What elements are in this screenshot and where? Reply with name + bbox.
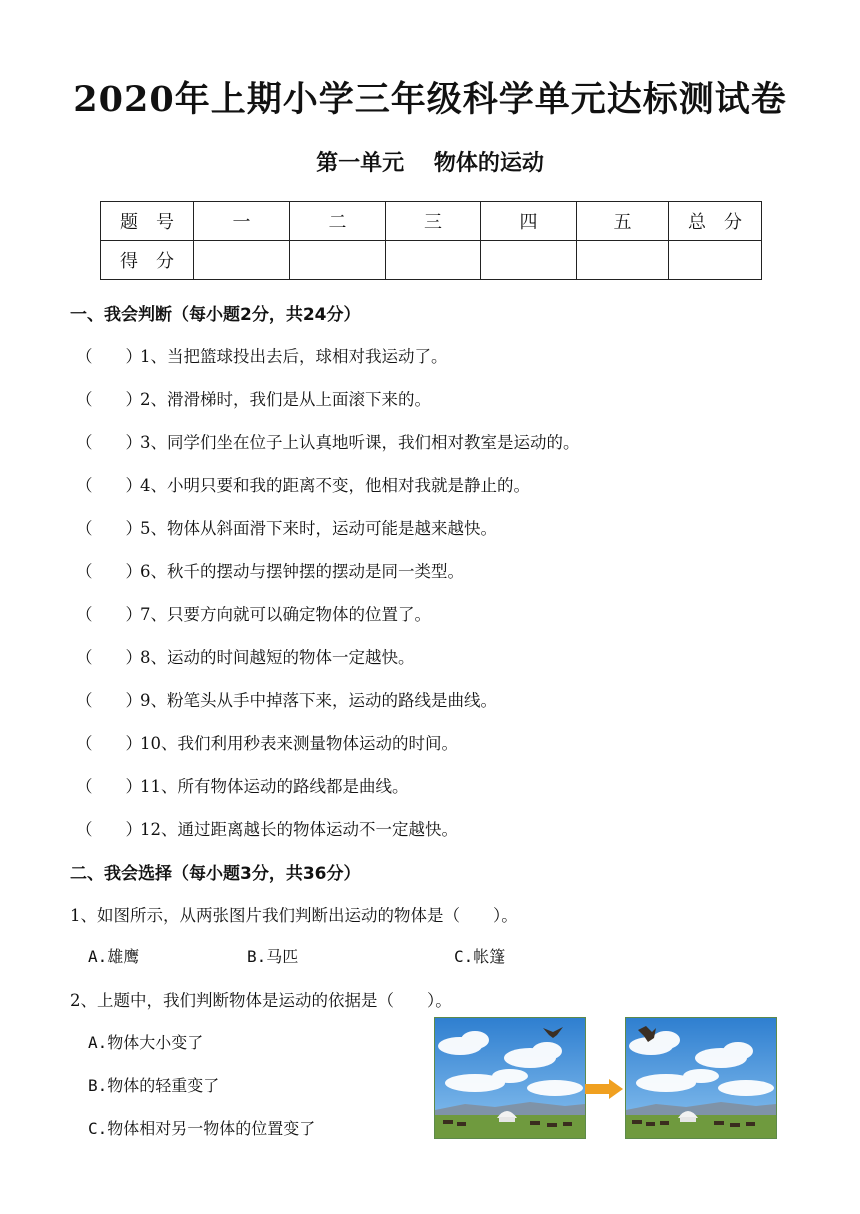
score-table-header-row bbox=[101, 202, 762, 241]
arrow-icon bbox=[585, 1079, 623, 1103]
answer-blank[interactable]: （ ） bbox=[76, 433, 142, 452]
score-header-cell: 四 bbox=[481, 202, 577, 241]
answer-blank[interactable]: （ ） bbox=[76, 648, 142, 667]
answer-blank[interactable]: （ ） bbox=[76, 390, 142, 409]
judge-question bbox=[76, 386, 431, 410]
question-text: 12、通过距离越长的物体运动不一定越快。 bbox=[140, 820, 458, 839]
judge-question bbox=[76, 515, 497, 539]
score-cell[interactable] bbox=[481, 241, 577, 280]
question-text: 3、同学们坐在位子上认真地听课，我们相对教室是运动的。 bbox=[140, 433, 580, 452]
page-title: 2020年上期小学三年级科学单元达标测试卷 bbox=[73, 79, 787, 120]
option-a[interactable]: A.物体大小变了 bbox=[88, 1033, 204, 1052]
score-table-score-row bbox=[101, 241, 762, 280]
answer-blank[interactable]: （ ） bbox=[76, 519, 142, 538]
judge-question bbox=[76, 472, 530, 496]
score-row-label: 得 分 bbox=[101, 241, 194, 280]
score-cell[interactable] bbox=[386, 241, 481, 280]
score-cell[interactable] bbox=[290, 241, 386, 280]
option-b[interactable]: B.马匹 bbox=[247, 947, 299, 966]
answer-blank[interactable]: （ ） bbox=[76, 476, 142, 495]
unit-subtitle: 第一单元 物体的运动 bbox=[316, 151, 544, 176]
section1-heading: 一、我会判断（每小题2分，共24分） bbox=[70, 305, 361, 325]
answer-blank[interactable]: （ ） bbox=[76, 347, 142, 366]
question-text: 5、物体从斜面滑下来时，运动可能是越来越快。 bbox=[140, 519, 497, 538]
answer-blank[interactable]: （ ） bbox=[76, 691, 142, 710]
judge-question bbox=[76, 687, 497, 711]
option-c[interactable]: C.物体相对另一物体的位置变了 bbox=[88, 1119, 316, 1138]
option-a[interactable]: A.雄鹰 bbox=[88, 947, 140, 966]
score-header-cell: 总 分 bbox=[669, 202, 762, 241]
question-text: 7、只要方向就可以确定物体的位置了。 bbox=[140, 605, 431, 624]
answer-blank[interactable]: （ ） bbox=[76, 605, 142, 624]
question-text: 11、所有物体运动的路线都是曲线。 bbox=[140, 777, 409, 796]
section2-heading: 二、我会选择（每小题3分，共36分） bbox=[70, 864, 361, 884]
score-cell[interactable] bbox=[194, 241, 290, 280]
judge-question bbox=[76, 343, 448, 367]
judge-question bbox=[76, 429, 580, 453]
question-text: 6、秋千的摆动与摆钟摆的摆动是同一类型。 bbox=[140, 562, 464, 581]
score-cell[interactable] bbox=[577, 241, 669, 280]
score-header-cell: 题 号 bbox=[101, 202, 194, 241]
choice-question-2: 2、上题中，我们判断物体是运动的依据是（ ）。 bbox=[70, 991, 452, 1010]
score-table bbox=[100, 201, 762, 280]
answer-blank[interactable]: （ ） bbox=[76, 562, 142, 581]
judge-question bbox=[76, 644, 415, 668]
question-text: 4、小明只要和我的距离不变，他相对我就是静止的。 bbox=[140, 476, 530, 495]
landscape-photo-2 bbox=[625, 1017, 777, 1139]
option-c[interactable]: C.帐篷 bbox=[454, 947, 506, 966]
score-cell[interactable] bbox=[669, 241, 762, 280]
option-b[interactable]: B.物体的轻重变了 bbox=[88, 1076, 220, 1095]
score-header-cell: 一 bbox=[194, 202, 290, 241]
question-text: 1、当把篮球投出去后，球相对我运动了。 bbox=[140, 347, 448, 366]
landscape-photo-1 bbox=[434, 1017, 586, 1139]
choice-question-1: 1、如图所示，从两张图片我们判断出运动的物体是（ ）。 bbox=[70, 906, 518, 925]
question-text: 8、运动的时间越短的物体一定越快。 bbox=[140, 648, 415, 667]
score-header-cell: 五 bbox=[577, 202, 669, 241]
judge-question bbox=[76, 558, 464, 582]
answer-blank[interactable]: （ ） bbox=[76, 777, 142, 796]
score-header-cell: 三 bbox=[386, 202, 481, 241]
question-text: 10、我们利用秒表来测量物体运动的时间。 bbox=[140, 734, 458, 753]
judge-question bbox=[76, 773, 409, 797]
answer-blank[interactable]: （ ） bbox=[76, 820, 142, 839]
score-header-cell: 二 bbox=[290, 202, 386, 241]
judge-question bbox=[76, 816, 458, 840]
question-text: 9、粉笔头从手中掉落下来，运动的路线是曲线。 bbox=[140, 691, 497, 710]
question-text: 2、滑滑梯时，我们是从上面滚下来的。 bbox=[140, 390, 431, 409]
answer-blank[interactable]: （ ） bbox=[76, 734, 142, 753]
judge-question bbox=[76, 601, 431, 625]
judge-question bbox=[76, 730, 458, 754]
